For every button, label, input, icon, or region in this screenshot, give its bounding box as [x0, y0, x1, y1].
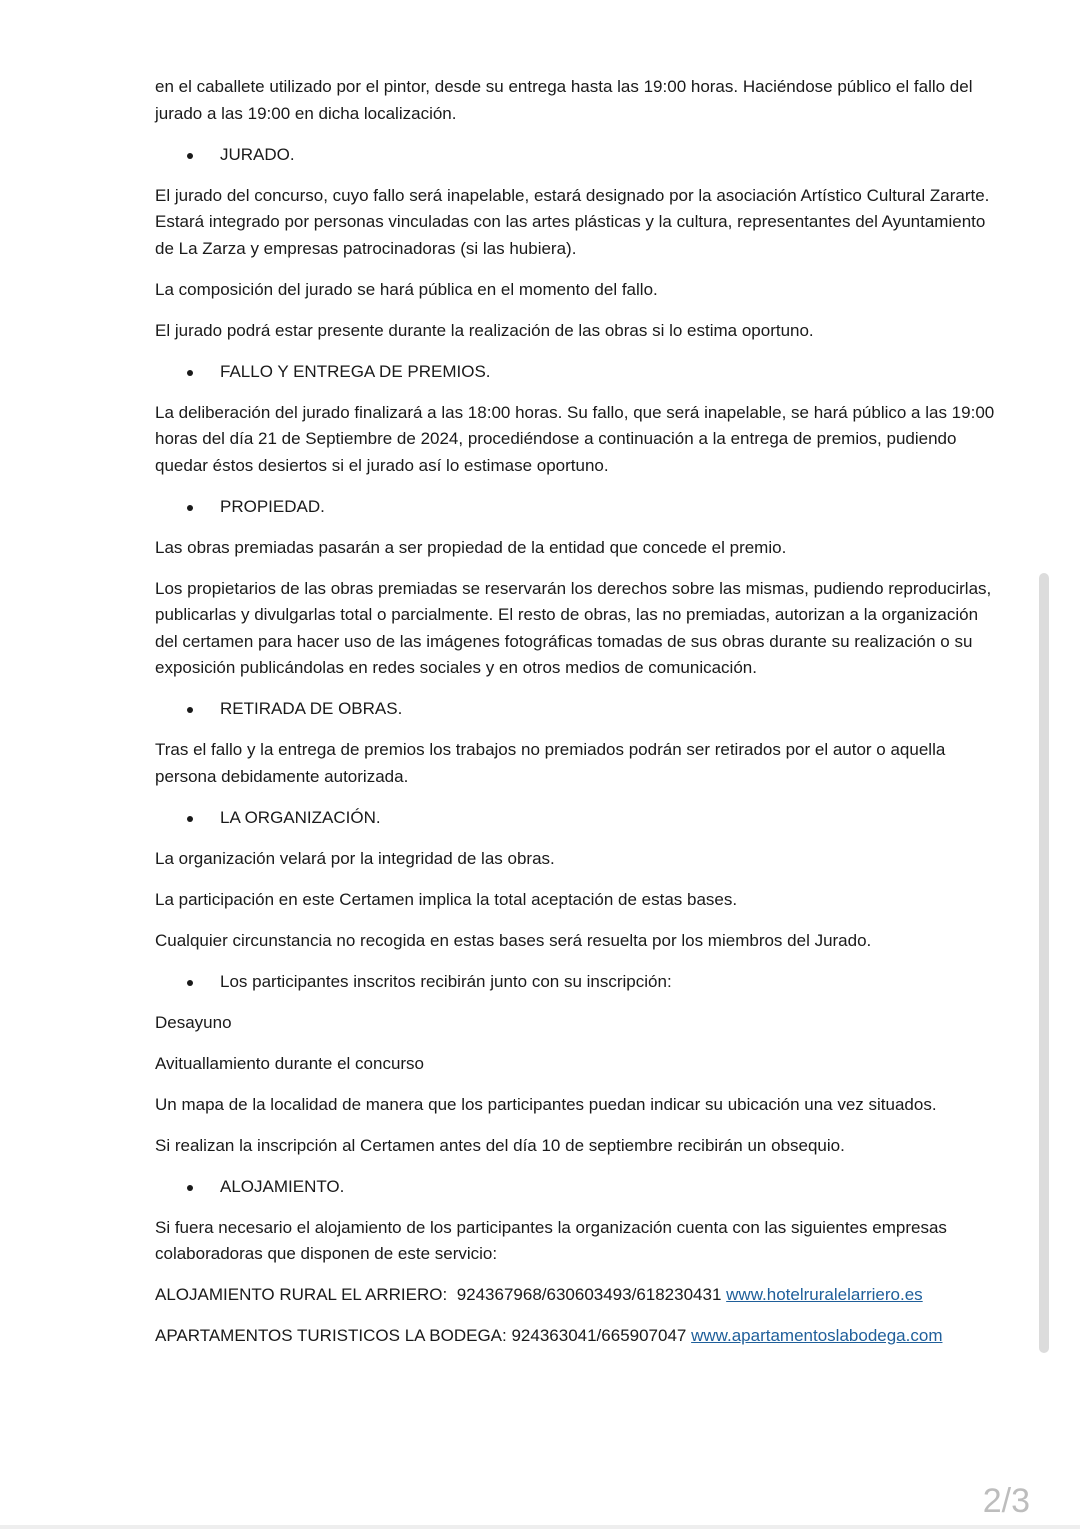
paragraph: La organización velará por la integridad de las obras. — [155, 848, 555, 868]
lodging-entry — [155, 1323, 995, 1350]
lodging-website-link[interactable]: www.apartamentoslabodega.com — [691, 1326, 943, 1345]
paragraph: Desayuno — [155, 1012, 232, 1032]
bullet-heading — [155, 969, 995, 996]
bullet-icon — [187, 505, 193, 511]
paragraph: La deliberación del jurado finalizará a las 18:00 horas. Su fallo, que será inapelable, se hará público a las 19:00 horas del día 21 de Septiembre de 2024, procediéndose a continuación a la entrega de premios, pudiendo quedar éstos desiertos si el jurado así lo estimase oportuno. — [155, 402, 995, 475]
paragraph: Si fuera necesario el alojamiento de los participantes la organización cuenta con las siguientes empresas colaboradoras que disponen de este servicio: — [155, 1217, 947, 1263]
bullet-heading — [155, 359, 995, 386]
paragraph: en el caballete utilizado por el pintor, desde su entrega hasta las 19:00 horas. Haciéndose público el fallo del jurado a las 19:00 en dicha localización. — [155, 77, 973, 123]
paragraph: Los propietarios de las obras premiadas se reservarán los derechos sobre las mismas, pudiendo reproducirlas, publicarlas y divulgarlas total o parcialmente. El resto de obras, las no premiadas, autorizan a la organización del certamen para hacer uso de las imágenes fotográficas tomadas de sus obras durante su realización o su exposición publicándolas en redes sociales y en otros medios de comunicación. — [155, 578, 992, 677]
page-indicator: 2/3 — [982, 1482, 1030, 1520]
bullet-text: ALOJAMIENTO. — [220, 1176, 345, 1196]
paragraph: La composición del jurado se hará pública en el momento del fallo. — [155, 279, 658, 299]
paragraph: Las obras premiadas pasarán a ser propiedad de la entidad que concede el premio. — [155, 537, 787, 557]
bullet-text: LA ORGANIZACIÓN. — [220, 807, 381, 827]
bullet-heading — [155, 1174, 995, 1201]
bullet-icon — [187, 816, 193, 822]
lodging-phones: 924363041/665907047 — [511, 1326, 687, 1345]
bullet-text: Los participantes inscritos recibirán junto con su inscripción: — [220, 971, 672, 991]
bottom-bar — [0, 1525, 1080, 1529]
bullet-heading — [155, 696, 995, 723]
lodging-phones: 924367968/630603493/618230431 — [456, 1285, 722, 1304]
bullet-text: PROPIEDAD. — [220, 496, 325, 516]
bullet-text: RETIRADA DE OBRAS. — [220, 699, 403, 718]
lodging-name: ALOJAMIENTO RURAL EL ARRIERO: — [155, 1285, 448, 1304]
vertical-scrollbar[interactable] — [1039, 573, 1049, 1353]
lodging-name: APARTAMENTOS TURISTICOS LA BODEGA: — [155, 1326, 507, 1345]
bullet-heading — [155, 494, 995, 521]
lodging-website-link[interactable]: www.hotelruralelarriero.es — [726, 1285, 923, 1304]
bullet-icon — [187, 1185, 193, 1191]
paragraph: Cualquier circunstancia no recogida en estas bases será resuelta por los miembros del Jurado. — [155, 930, 872, 950]
paragraph: Si realizan la inscripción al Certamen antes del día 10 de septiembre recibirán un obsequio. — [155, 1135, 845, 1155]
paragraph: El jurado del concurso, cuyo fallo será inapelable, estará designado por la asociación Artístico Cultural Zararte. Estará integrado por personas vinculadas con las artes plásticas y la cultura, representantes del Ayuntamiento de La Zarza y empresas patrocinadoras (si las hubiera). — [155, 185, 990, 258]
paragraph: Un mapa de la localidad de manera que los participantes puedan indicar su ubicación una vez situados. — [155, 1094, 937, 1114]
bullet-text: JURADO. — [220, 144, 295, 164]
bullet-heading — [155, 805, 995, 832]
paragraph: Avituallamiento durante el concurso — [155, 1053, 425, 1073]
bullet-icon — [187, 370, 193, 376]
lodging-entry — [155, 1282, 995, 1309]
paragraph: La participación en este Certamen implica la total aceptación de estas bases. — [155, 889, 738, 909]
bullet-icon — [187, 980, 193, 986]
paragraph: El jurado podrá estar presente durante la realización de las obras si lo estima oportuno. — [155, 320, 814, 340]
paragraph: Tras el fallo y la entrega de premios los trabajos no premiados podrán ser retirados por el autor o aquella persona debidamente autorizada. — [155, 740, 946, 786]
bullet-icon — [187, 707, 193, 713]
bullet-text: FALLO Y ENTREGA DE PREMIOS. — [220, 361, 491, 381]
bullet-heading — [155, 142, 995, 169]
bullet-icon — [187, 153, 193, 159]
document-page — [155, 74, 995, 1364]
